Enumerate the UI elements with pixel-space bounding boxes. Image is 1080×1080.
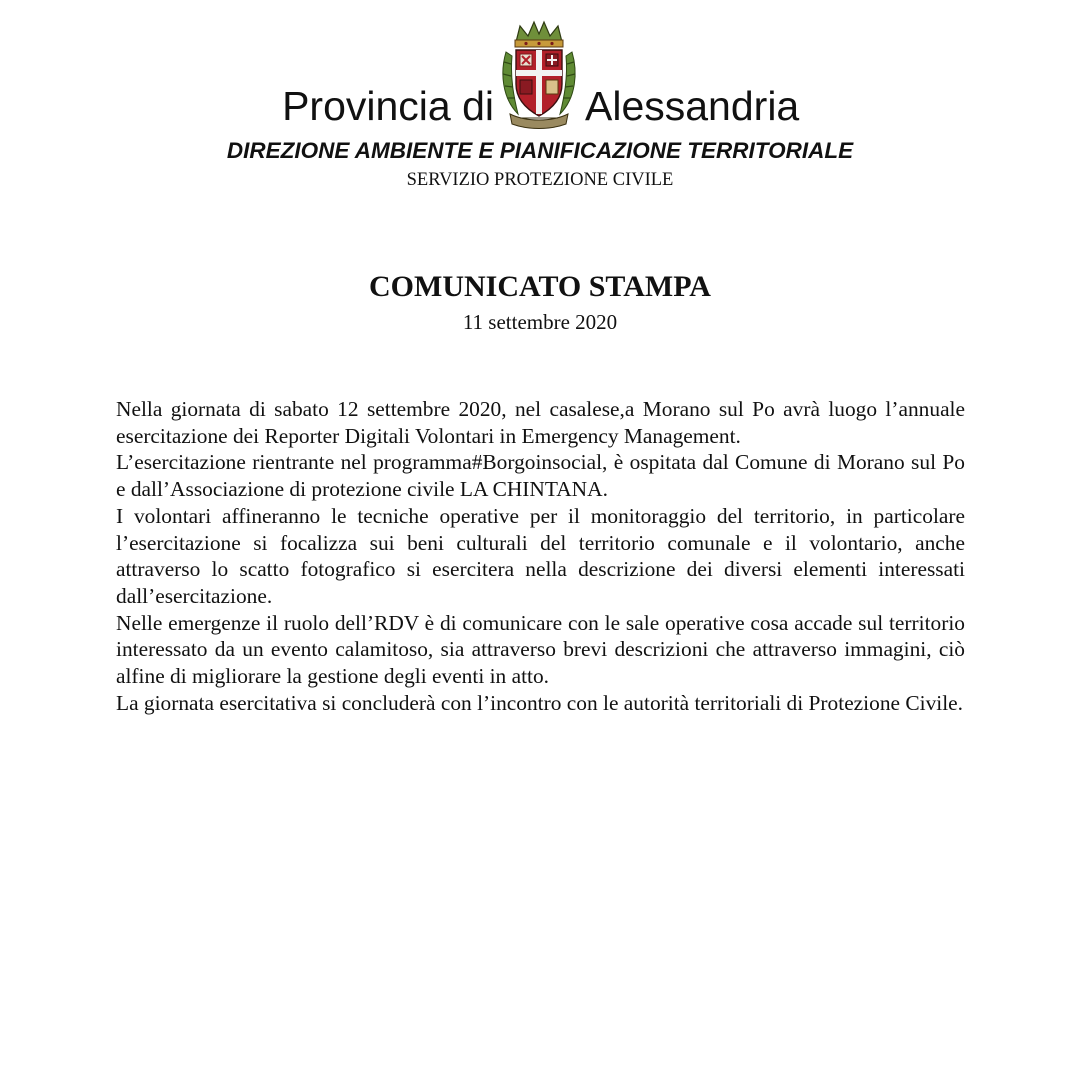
paragraph: I volontari affineranno le tecniche operative per il monitoraggio del territorio, in particolare l’esercitazione si focalizza sui beni culturali del territorio comunale e il volontario, anche attraverso lo scatto fotografico si esercitera nella descrizione dei diversi elementi interessati dall’esercitazione. — [116, 503, 965, 608]
page-title: COMUNICATO STAMPA — [369, 270, 711, 303]
paragraph: L’esercitazione rientrante nel programma#Borgoinsocial, è ospitata dal Comune di Morano sul Po e dall’Associazione di protezione civile LA CHINTANA. — [116, 450, 965, 502]
provincia-label: Provincia di — [282, 83, 494, 129]
servizio-subheading: SERVIZIO PROTEZIONE CIVILE — [406, 170, 674, 190]
coat-of-arms-icon — [496, 18, 582, 132]
document-date: 11 settembre 2020 — [462, 310, 618, 334]
direzione-heading: DIREZIONE AMBIENTE E PIANIFICAZIONE TERRITORIALE — [226, 138, 854, 163]
paragraph: Nelle emergenze il ruolo dell’RDV è di comunicare con le sale operative cosa accade sul territorio interessato da un evento calamitoso, sia attraverso brevi descrizioni che attraverso immagini, ciò alfine di migliorare la gestione degli eventi in atto. — [116, 610, 965, 689]
document-header — [0, 10, 1080, 130]
paragraph: Nella giornata di sabato 12 settembre 2020, nel casalese,a Morano sul Po avrà luogo l’annuale esercitazione dei Reporter Digitali Volontari in Emergency Management. — [116, 397, 965, 448]
alessandria-label: Alessandria — [585, 83, 800, 129]
press-release-body — [116, 396, 965, 716]
paragraph: La giornata esercitativa si concluderà con l’incontro con le autorità territoriali di Protezione Civile. — [116, 690, 963, 715]
